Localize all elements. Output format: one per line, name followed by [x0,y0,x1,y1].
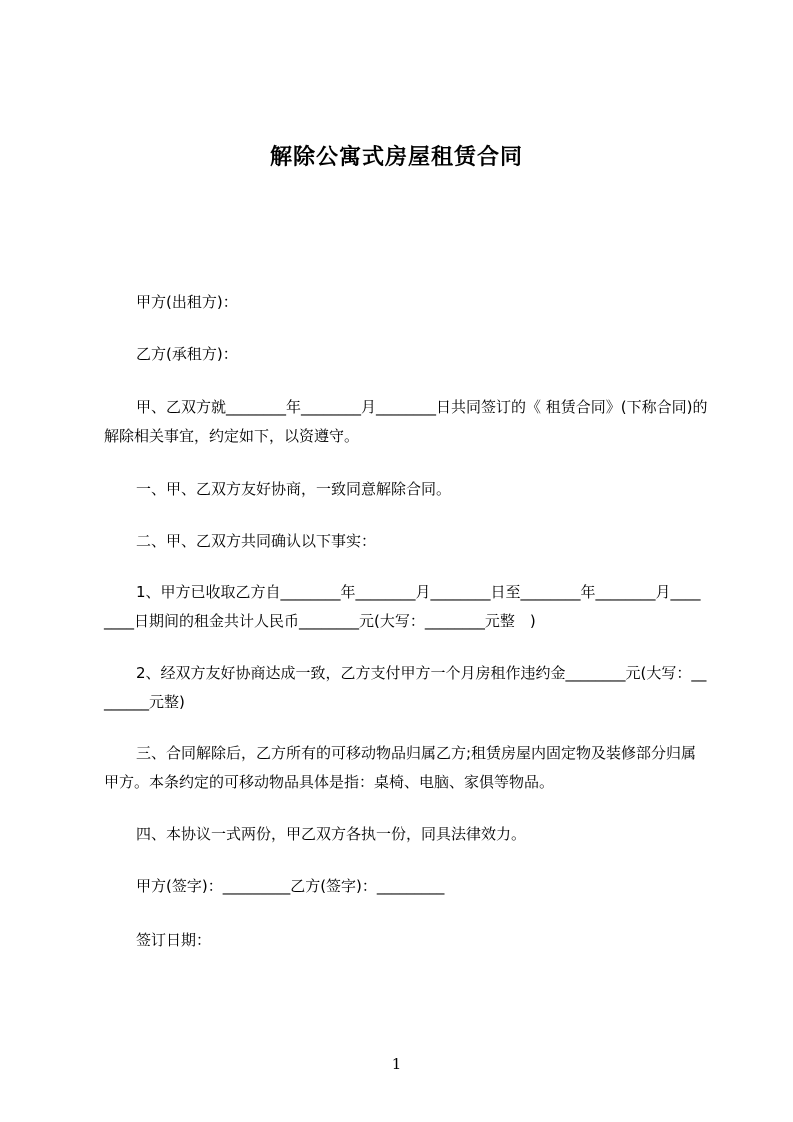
signature-line: 甲方(签字)：_________乙方(签字)：_________ [136,877,445,895]
clause-3: 三、合同解除后，乙方所有的可移动物品归属乙方;租赁房屋内固定物及装修部分归属甲方。本条约定的可移动物品具体是指：桌椅、电脑、家俱等物品。 [104,744,697,791]
party-a-line: 甲方(出租方)： [136,293,238,311]
party-b-line: 乙方(承租方)： [136,345,238,363]
sign-date-line: 签订日期： [136,931,212,949]
document-title: 解除公寓式房屋租赁合同 [269,145,523,170]
clause-2-item-1: 1、甲方已收取乙方自________年________月________日至________年________月________日期间的租金共计人民币________元(大写：________元整 ) [104,583,701,630]
clause-2: 二、甲、乙双方共同确认以下事实： [136,532,377,550]
page-number: 1 [391,1055,402,1073]
clause-2-item-2: 2、经双方友好协商达成一致，乙方支付甲方一个月房租作违约金________元(大写：________元整) [104,664,707,711]
clause-1: 一、甲、乙双方友好协商，一致同意解除合同。 [136,480,452,498]
clause-4: 四、本协议一式两份，甲乙双方各执一份，同具法律效力。 [136,825,527,843]
intro-paragraph: 甲、乙双方就________年________月________日共同签订的《 租赁合同》(下称合同)的解除相关事宜，约定如下，以资遵守。 [104,398,708,445]
